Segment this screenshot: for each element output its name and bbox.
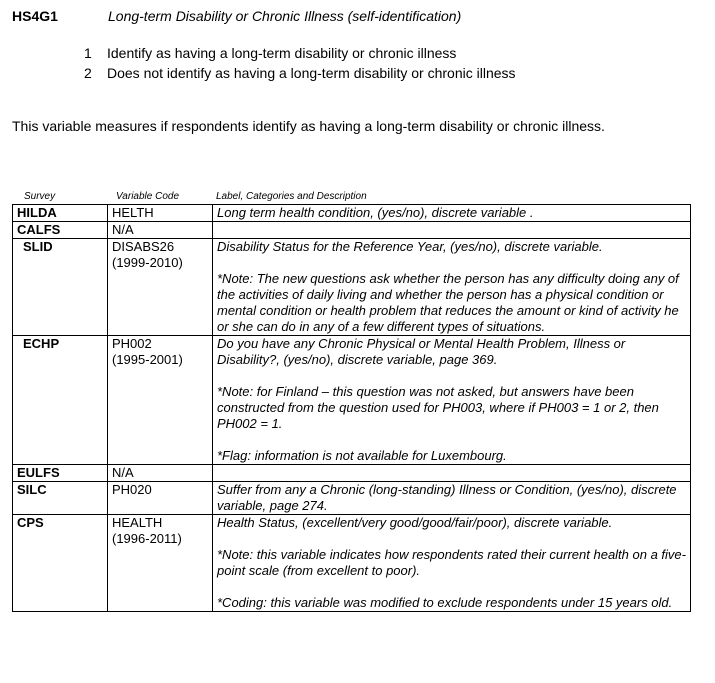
- variable-code-line: DISABS26: [112, 239, 175, 254]
- variable-code-line: (1999-2010): [112, 255, 183, 270]
- variable-code-line: N/A: [112, 222, 134, 237]
- label-cell: [213, 239, 691, 336]
- table-row: [13, 205, 691, 222]
- label-paragraph: Long term health condition, (yes/no), discrete variable .: [217, 205, 534, 220]
- header-survey: Survey: [24, 191, 56, 202]
- label-cell: [213, 222, 691, 239]
- variable-code-line: HELTH: [112, 205, 154, 220]
- survey-table: [12, 204, 691, 612]
- variable-code-cell: [108, 205, 213, 222]
- header-variable-code: Variable Code: [116, 191, 180, 202]
- survey-cell: CALFS: [13, 222, 108, 239]
- label-paragraph: *Note: this variable indicates how respondents rated their current health on a five-point scale (from excellent to poor).: [217, 547, 686, 578]
- variable-code-cell: [108, 336, 213, 465]
- label-paragraph: Suffer from any a Chronic (long-standing) Illness or Condition, (yes/no), discrete variable, page 274.: [217, 482, 677, 513]
- table-row: [13, 336, 691, 465]
- variable-code-line: N/A: [112, 465, 134, 480]
- table-row: [13, 222, 691, 239]
- label-paragraph: Health Status, (excellent/very good/good/fair/poor), discrete variable.: [217, 515, 613, 530]
- survey-cell: HILDA: [13, 205, 108, 222]
- label-paragraph: *Flag: information is not available for Luxembourg.: [217, 448, 507, 463]
- variable-code-line: (1996-2011): [112, 531, 182, 546]
- category-number: 1: [84, 45, 92, 61]
- category-item: [84, 43, 516, 63]
- category-label: Does not identify as having a long-term disability or chronic illness: [107, 65, 516, 81]
- label-paragraph: Disability Status for the Reference Year, (yes/no), discrete variable.: [217, 239, 603, 254]
- survey-cell: CPS: [13, 515, 108, 612]
- table-row: [13, 465, 691, 482]
- category-label: Identify as having a long-term disability or chronic illness: [107, 45, 457, 61]
- table-row: [13, 482, 691, 515]
- variable-code-cell: [108, 222, 213, 239]
- survey-cell: ECHP: [13, 336, 108, 465]
- label-paragraph: *Note: for Finland – this question was not asked, but answers have been constructed from the question used for PH003, where if PH003 = 1 or 2, then PH002 = 1.: [217, 384, 659, 431]
- category-list: [84, 43, 516, 83]
- variable-description: This variable measures if respondents identify as having a long-term disability or chronic illness.: [12, 118, 605, 134]
- label-paragraph: Do you have any Chronic Physical or Mental Health Problem, Illness or Disability?, (yes/no), discrete variable, page 369.: [217, 336, 626, 367]
- survey-cell: SILC: [13, 482, 108, 515]
- variable-code-cell: [108, 465, 213, 482]
- table-row: [13, 239, 691, 336]
- label-paragraph: *Coding: this variable was modified to exclude respondents under 15 years old.: [217, 595, 673, 610]
- variable-code-cell: [108, 515, 213, 612]
- variable-code-line: (1995-2001): [112, 352, 183, 367]
- variable-code-line: HEALTH: [112, 515, 163, 530]
- variable-code-line: PH020: [112, 482, 152, 497]
- variable-code-cell: [108, 482, 213, 515]
- label-cell: [213, 515, 691, 612]
- label-cell: [213, 205, 691, 222]
- table-row: [13, 515, 691, 612]
- variable-title: Long-term Disability or Chronic Illness (self-identification): [108, 8, 462, 24]
- category-number: 2: [84, 65, 92, 81]
- label-cell: [213, 482, 691, 515]
- survey-cell: SLID: [13, 239, 108, 336]
- category-item: [84, 63, 516, 83]
- label-paragraph: *Note: The new questions ask whether the person has any difficulty doing any of the activities of daily living and whether the person has a physical condition or mental condition or health problem that reduces the amount or kind of activity he or she can do in any of a few different types of situations.: [217, 271, 679, 334]
- variable-code-line: PH002: [112, 336, 152, 351]
- variable-code-cell: [108, 239, 213, 336]
- header-label: Label, Categories and Description: [216, 191, 367, 202]
- label-cell: [213, 465, 691, 482]
- label-cell: [213, 336, 691, 465]
- survey-cell: EULFS: [13, 465, 108, 482]
- variable-code: HS4G1: [12, 8, 58, 24]
